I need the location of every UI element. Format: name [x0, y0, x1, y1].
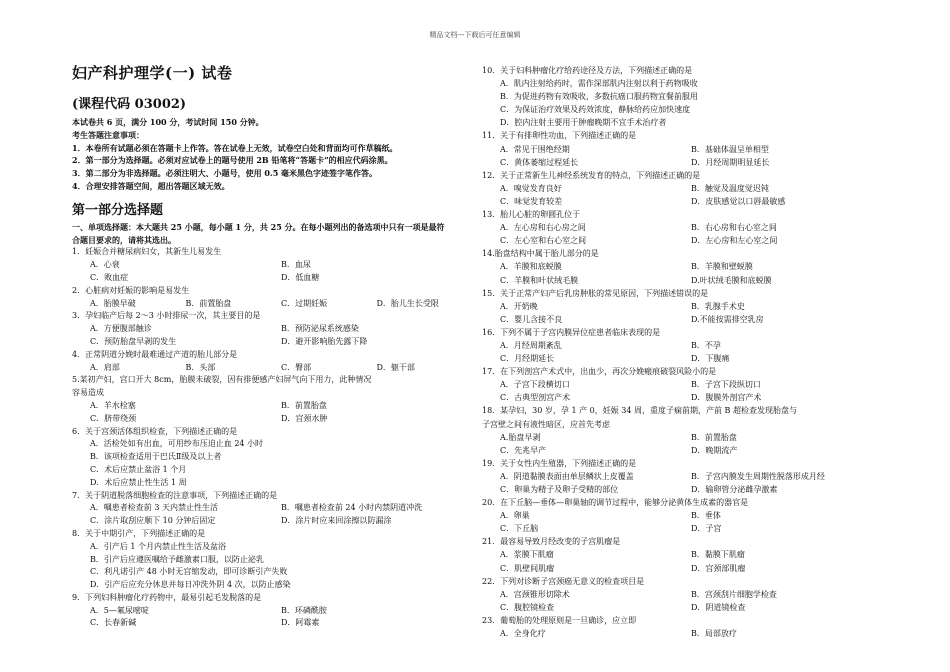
option: A．胎膜早破 — [90, 298, 136, 308]
option: D．引产后应充分休息并每日冲洗外阴 4 次，以防止感染 — [90, 580, 291, 590]
option: A．嘱患者检查前 3 天内禁止性生活 — [90, 503, 218, 513]
question-1: 1．妊娠合并糖尿病妇女，其新生儿易发生 — [72, 247, 222, 257]
option: B．预防泌尿系统感染 — [281, 324, 359, 334]
question-2: 2．心脏病对妊娠的影响是易发生 — [72, 285, 190, 295]
option: D．胎儿生长受限 — [376, 298, 439, 308]
option: A．5—氟尿嘧啶 — [90, 605, 149, 615]
option: C．臀部 — [281, 362, 312, 372]
right-column — [482, 64, 882, 640]
option: A．全身化疗 — [500, 629, 546, 639]
option: D．腹膜外剖宫产术 — [691, 393, 762, 403]
option: D．宫颈水肿 — [281, 413, 328, 423]
option: B．环磷酰胺 — [281, 605, 327, 615]
option: D.叶状绒毛膜和底蜕膜 — [691, 275, 772, 285]
option: B．引产后应遵医嘱给予雌激素口服，以防止泌乳 — [90, 554, 264, 564]
question-19: 19．关于女性内生殖器，下列描述正确的是 — [482, 458, 637, 468]
instruction-line-2: 合题目要求的，请将其选出。 — [72, 234, 176, 245]
option: B．垂体 — [691, 511, 721, 521]
option: C．味觉发育较差 — [500, 196, 563, 206]
option: A．月经周期紊乱 — [500, 340, 562, 350]
option: B．前置胎盘 — [691, 432, 737, 442]
option: D．宫颈部肌瘤 — [691, 563, 746, 573]
option: C．预防胎盘早剥的发生 — [90, 336, 177, 346]
option: C．利凡诺引产 48 小时无宫缩发动，即可诊断引产失败 — [90, 567, 288, 577]
question-23: 23．葡萄胎的处理原则是一旦确诊，应立即 — [482, 615, 637, 625]
exam-info: 本试卷共 6 页，满分 100 分，考试时间 150 分钟。 — [72, 117, 264, 127]
option: A．阴道黏膜表面由单层鳞状上皮覆盖 — [500, 471, 634, 481]
option: B．嘱患者检查前 24 小时内禁阴道冲洗 — [281, 503, 423, 513]
option: D.不能按需排空乳房 — [691, 314, 764, 324]
instruction-line-1: 一、单项选择题：本大题共 25 小题，每小题 1 分，共 25 分。在每小题列出的备选项中只有一项是最符 — [72, 221, 445, 232]
notice-title: 考生答题注意事项： — [72, 129, 144, 140]
option: B．宫颈刮片细胞学检查 — [691, 589, 777, 599]
option: C．卵巢为精子及卵子受精的部位 — [500, 485, 619, 494]
question-13: 13．胎儿心脏的卵圆孔位于 — [482, 210, 581, 220]
option: A.胎盘早剥 — [500, 432, 541, 442]
option: D．皮肤感觉以口唇最敏感 — [691, 196, 786, 206]
question-21: 21．最容易导致月经改变的子宫肌瘤是 — [482, 537, 621, 547]
option: D．子宫 — [691, 524, 722, 534]
option: C．羊膜和叶状绒毛膜 — [500, 275, 579, 285]
question-5-cont: 容易造成 — [72, 388, 104, 398]
option: C．左心室和右心室之间 — [500, 236, 587, 246]
option: A．浆膜下肌瘤 — [500, 550, 554, 560]
option: D．涂片时应来回涂擦以防漏涂 — [281, 516, 392, 526]
option: A．开奶晚 — [500, 301, 538, 311]
option: D．低血糖 — [281, 272, 320, 282]
option: D．术后应禁止性生活 1 周 — [90, 477, 187, 487]
option: D．输卵管分泌雌孕激素 — [691, 485, 778, 494]
option: A．嗅觉发育良好 — [500, 183, 562, 193]
option: A．肩部 — [90, 362, 120, 372]
notice-1: 1．本卷所有试题必须在答题卡上作答。答在试卷上无效，试卷空白处和背面均可作草稿纸。 — [72, 142, 398, 153]
question-18: 18．某孕妇，30 岁，孕 1 产 0，妊娠 34 周，重度子痫前期，产前 B 超检查发现胎盘与 — [482, 406, 797, 416]
option: A．羊膜和底蜕膜 — [500, 262, 562, 272]
option: A．羊水栓塞 — [90, 400, 136, 410]
option: B．不孕 — [691, 340, 721, 350]
question-18-cont: 子宫壁之间有液性暗区，应首先考虑 — [482, 419, 610, 429]
option: A．方便腹部触诊 — [90, 324, 152, 334]
exam-title: 妇产科护理学(一) 试卷 — [72, 64, 233, 82]
option: C．月经期延长 — [500, 354, 555, 364]
option: B．局部放疗 — [691, 629, 737, 639]
question-20: 20．在下丘脑—垂体—卵巢轴的调节过程中，能够分泌黄体生成素的器官是 — [482, 498, 749, 508]
section-title: 第一部分选择题 — [72, 202, 164, 218]
option: A．宫颈锥形切除术 — [500, 589, 570, 599]
option: D．避开影响胎先露下降 — [281, 336, 368, 346]
option: B．为促进药物有效吸收，多数抗癌口服药物宜餐前服用 — [500, 92, 698, 102]
question-17: 17．在下列剖宫产术式中，出血少，再次分娩瘢痕破裂风险小的是 — [482, 367, 717, 377]
option: B．基础体温呈单相型 — [691, 144, 769, 154]
option: B．头部 — [185, 362, 216, 372]
option: A．心衰 — [90, 260, 120, 270]
option: C．古典型剖宫产术 — [500, 393, 571, 403]
option: D．左心房和左心室之间 — [691, 236, 778, 246]
notice-2: 2．第一部分为选择题。必须对应试卷上的题号使用 2B 铅笔将“答题卡”的相应代码涂黑。 — [72, 155, 393, 166]
question-4: 4．正常阴道分娩时最难通过产道的胎儿部分是 — [72, 349, 238, 359]
option: B．羊膜和壁蜕膜 — [691, 262, 753, 272]
option: A．活检处如有出血，可用纱布压迫止血 24 小时 — [90, 439, 264, 449]
question-15: 15．关于正常产妇产后乳房肿胀的常见原因，下列描述错误的是 — [482, 288, 709, 298]
question-22: 22．下列对诊断子宫颈癌无意义的检查项目是 — [482, 576, 645, 586]
left-column — [72, 62, 472, 630]
course-code: (课程代码 03002) — [72, 97, 187, 112]
option: B．子宫内膜发生周期性脱落形成月经 — [691, 471, 825, 481]
question-12: 12．关于正常新生儿神经系统发育的特点，下列描述正确的是 — [482, 170, 701, 180]
option: A．引产后 1 个月内禁止性生活及盆浴 — [90, 541, 226, 551]
option: D．腔内注射主要用于肿瘤晚期不宜手术治疗者 — [500, 118, 667, 128]
option: B．前置胎盘 — [185, 298, 232, 308]
option: A．左心房和右心房之间 — [500, 223, 586, 233]
option: C．过期妊娠 — [281, 298, 328, 308]
option: B．黏膜下肌瘤 — [691, 550, 745, 560]
question-7: 7．关于阴道脱落细胞检查的注意事项，下列描述正确的是 — [72, 490, 278, 500]
option: C．术后应禁止盆浴 1 个月 — [90, 464, 187, 474]
option: A．子宫下段横切口 — [500, 380, 570, 390]
option: C．败血症 — [90, 272, 129, 282]
option: B．该项检查适用于巴氏Ⅱ级及以上者 — [90, 452, 222, 462]
option: A．肌内注射给药时，需作深部肌内注射以利于药物吸收 — [500, 79, 698, 89]
question-3: 3．孕妇临产后每 2～3 小时排尿一次，其主要目的是 — [72, 311, 261, 321]
question-16: 16．下列不属于子宫内膜异位症患者临床表现的是 — [482, 327, 661, 337]
option: C．先兆早产 — [500, 445, 547, 455]
question-14: 14.胎盘结构中属于胎儿部分的是 — [482, 249, 599, 259]
option: B．触觉及温度觉迟钝 — [691, 183, 769, 193]
option: B．子宫下段纵切口 — [691, 380, 761, 390]
option: C．长春新碱 — [90, 618, 137, 628]
option: D．阿霉素 — [281, 618, 320, 628]
question-11: 11．关于有排卵性功血，下列描述正确的是 — [482, 131, 637, 141]
option: C．涂片取刮应顺下 10 分钟后固定 — [90, 516, 216, 526]
option: A．卵巢 — [500, 511, 530, 521]
question-10: 10．关于妇科肿瘤化疗给药途径及方法，下列描述正确的是 — [482, 66, 693, 75]
option: D．躯干部 — [376, 362, 415, 372]
option: A．常见于围绝经期 — [500, 144, 570, 154]
option: B．乳腺手术史 — [691, 301, 745, 311]
option: D．下腹痛 — [691, 354, 730, 364]
question-8: 8．关于中期引产，下列描述正确的是 — [72, 528, 206, 538]
question-6: 6．关于宫颈活体组织检查，下列描述正确的是 — [72, 426, 238, 436]
notice-4: 4．合理安排答题空间，超出答题区域无效。 — [72, 180, 230, 191]
option: C．肌壁间肌瘤 — [500, 563, 555, 573]
option: C．腹腔镜检查 — [500, 602, 555, 612]
option: D．月经周期明显延长 — [691, 157, 770, 167]
option: D．晚期流产 — [691, 445, 738, 455]
option: C．脐带绕颈 — [90, 413, 137, 423]
header-note: 精品文档---下载后可任意编辑 — [429, 31, 521, 39]
option: B．血尿 — [281, 260, 311, 270]
option: C．为保证治疗效果及药效浓度，静脉给药应加快速度 — [500, 105, 691, 115]
option: C．下丘脑 — [500, 524, 539, 534]
notice-3: 3．第二部分为非选择题。必须注明大、小题号，使用 0.5 毫米黑色字迹签字笔作答。 — [72, 168, 378, 179]
option: B．右心房和右心室之间 — [691, 223, 777, 233]
question-9: 9．下列妇科肿瘤化疗药物中，最易引起毛发脱落的是 — [72, 592, 262, 602]
option: D．阴道镜检查 — [691, 602, 746, 612]
option: C．黄体萎缩过程延长 — [500, 157, 579, 167]
question-5: 5.某初产妇，宫口开大 8cm，胎膜未破裂，因有排便感产妇屏气向下用力，此种情况 — [72, 375, 372, 385]
option: C．婴儿含接不良 — [500, 314, 563, 324]
option: B．前置胎盘 — [281, 400, 327, 410]
